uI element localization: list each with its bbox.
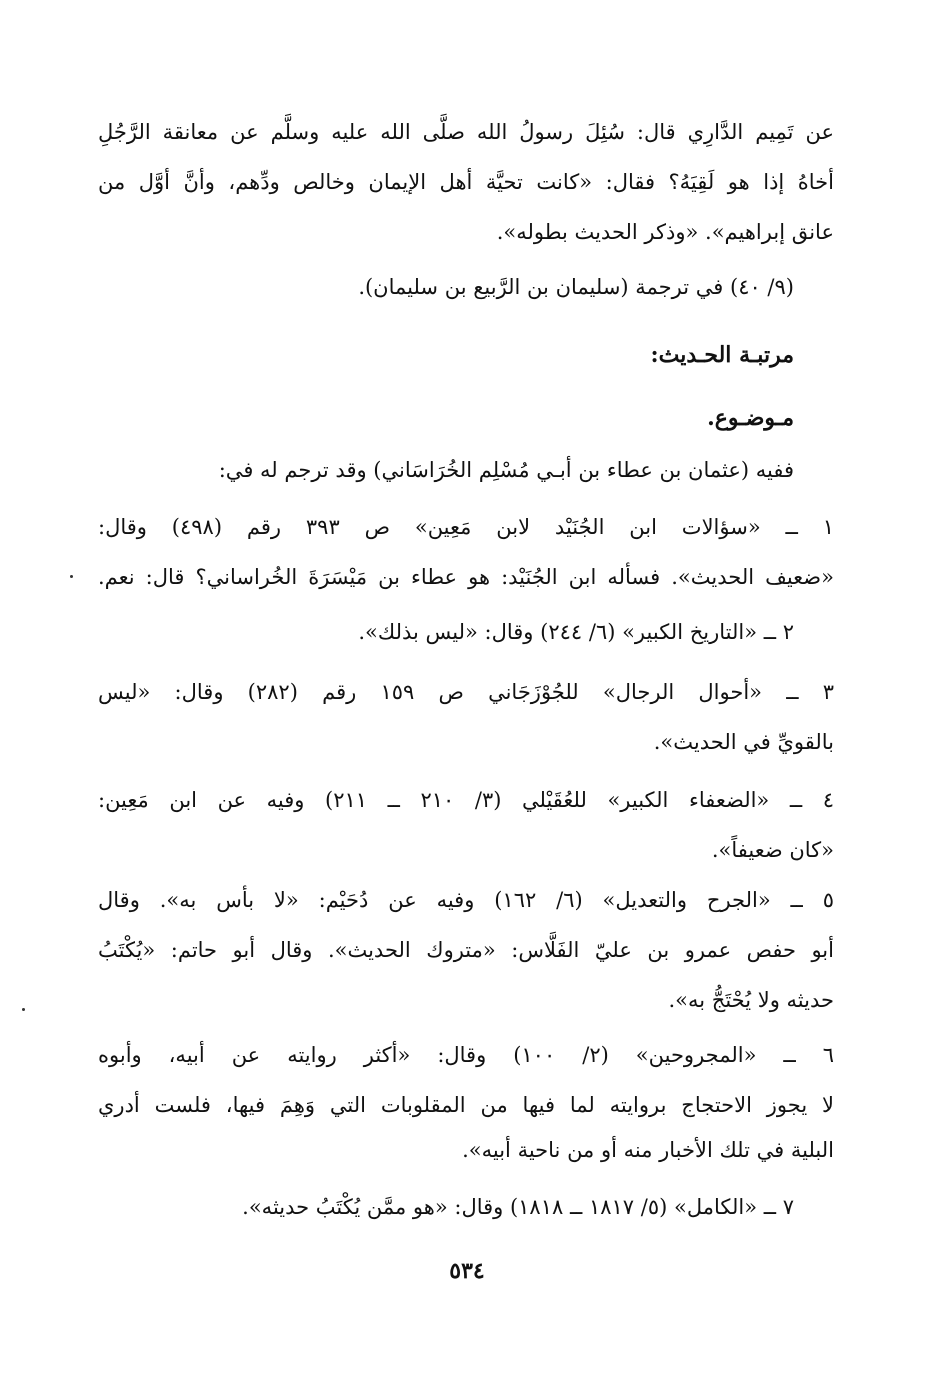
item-1-line-2: «ضعيف الحديث». فسأله ابن الجُنَيْد: هو عطاء بن مَيْسَرَةَ الخُراساني؟ قال: نعم. <box>98 565 834 589</box>
item-7-line-1: ٧ ــ «الكامل» (٥/ ١٨١٧ ــ ١٨١٨) وقال: «هو ممَّن يُكْتَبُ حديثه». <box>242 1195 794 1219</box>
item-3-line-1: ٣ ــ «أحوال الرجال» للجُوْزَجَاني ص ١٥٩ رقم (٢٨٢) وقال: «ليس <box>98 680 834 704</box>
item-6-line-3: البلية في تلك الأخبار منه أو من ناحية أبيه». <box>462 1138 834 1162</box>
source-reference: (٩/ ٤٠) في ترجمة (سليمان بن الرَّبيع بن سليمان). <box>358 275 794 299</box>
item-4-line-1: ٤ ــ «الضعفاء الكبير» للعُقَيْلي (٣/ ٢١٠ ــ ٢١١) وفيه عن ابن مَعِين: <box>98 788 834 812</box>
item-5-line-2: أبو حفص عمرو بن عليّ الفَلَّاس: «متروك الحديث». وقال أبو حاتم: «يُكْتَبُ <box>98 938 834 962</box>
narrator-intro: ففيه (عثمان بن عطاء بن أبـي مُسْلِم الخُرَاسَاني) وقد ترجم له في: <box>218 458 794 482</box>
item-6-line-2: لا يجوز الاحتجاج بروايته لما فيها من المقلوبات التي وَهِمَ فيها، فلست أدري <box>98 1093 834 1117</box>
page-number: ٥٣٤ <box>449 1258 485 1284</box>
hadith-text-line-1: عن تَمِيم الدَّارِي قال: سُئِلَ رسولُ الله صلَّى الله عليه وسلَّم عن معانقة الرَّجُلِ <box>98 120 834 144</box>
scan-speck <box>22 1008 25 1011</box>
item-3-line-2: بالقويِّ في الحديث». <box>653 730 834 754</box>
grade-heading: مرتبـة الحـديث: <box>650 342 794 368</box>
scan-speck <box>70 575 73 578</box>
hadith-text-line-3: عانق إبراهيم». «وذكر الحديث بطوله». <box>496 220 834 244</box>
item-2-line-1: ٢ ــ «التاريخ الكبير» (٦/ ٢٤٤) وقال: «ليس بذلك». <box>358 620 794 644</box>
item-1-line-1: ١ ــ «سؤالات ابن الجُنَيْد لابن مَعِين» ص ٣٩٣ رقم (٤٩٨) وقال: <box>98 515 834 539</box>
item-6-line-1: ٦ ــ «المجروحين» (٢/ ١٠٠) وقال: «أكثر روايته عن أبيه، وأبوه <box>98 1043 834 1067</box>
item-5-line-1: ٥ ــ «الجرح والتعديل» (٦/ ١٦٢) وفيه عن دُحَيْم: «لا بأس به». وقال <box>98 888 834 912</box>
grade-value: مـوضـوع. <box>707 405 794 431</box>
item-5-line-3: حديثه ولا يُحْتَجُّ به». <box>668 988 834 1012</box>
hadith-text-line-2: أخاهُ إذا هو لَقِيَهُ؟ فقال: «كانت تحيَّة أهل الإيمان وخالص ودِّهم، وأنَّ أوَّل من <box>98 170 834 194</box>
item-4-line-2: «كان ضعيفاً». <box>711 838 834 862</box>
